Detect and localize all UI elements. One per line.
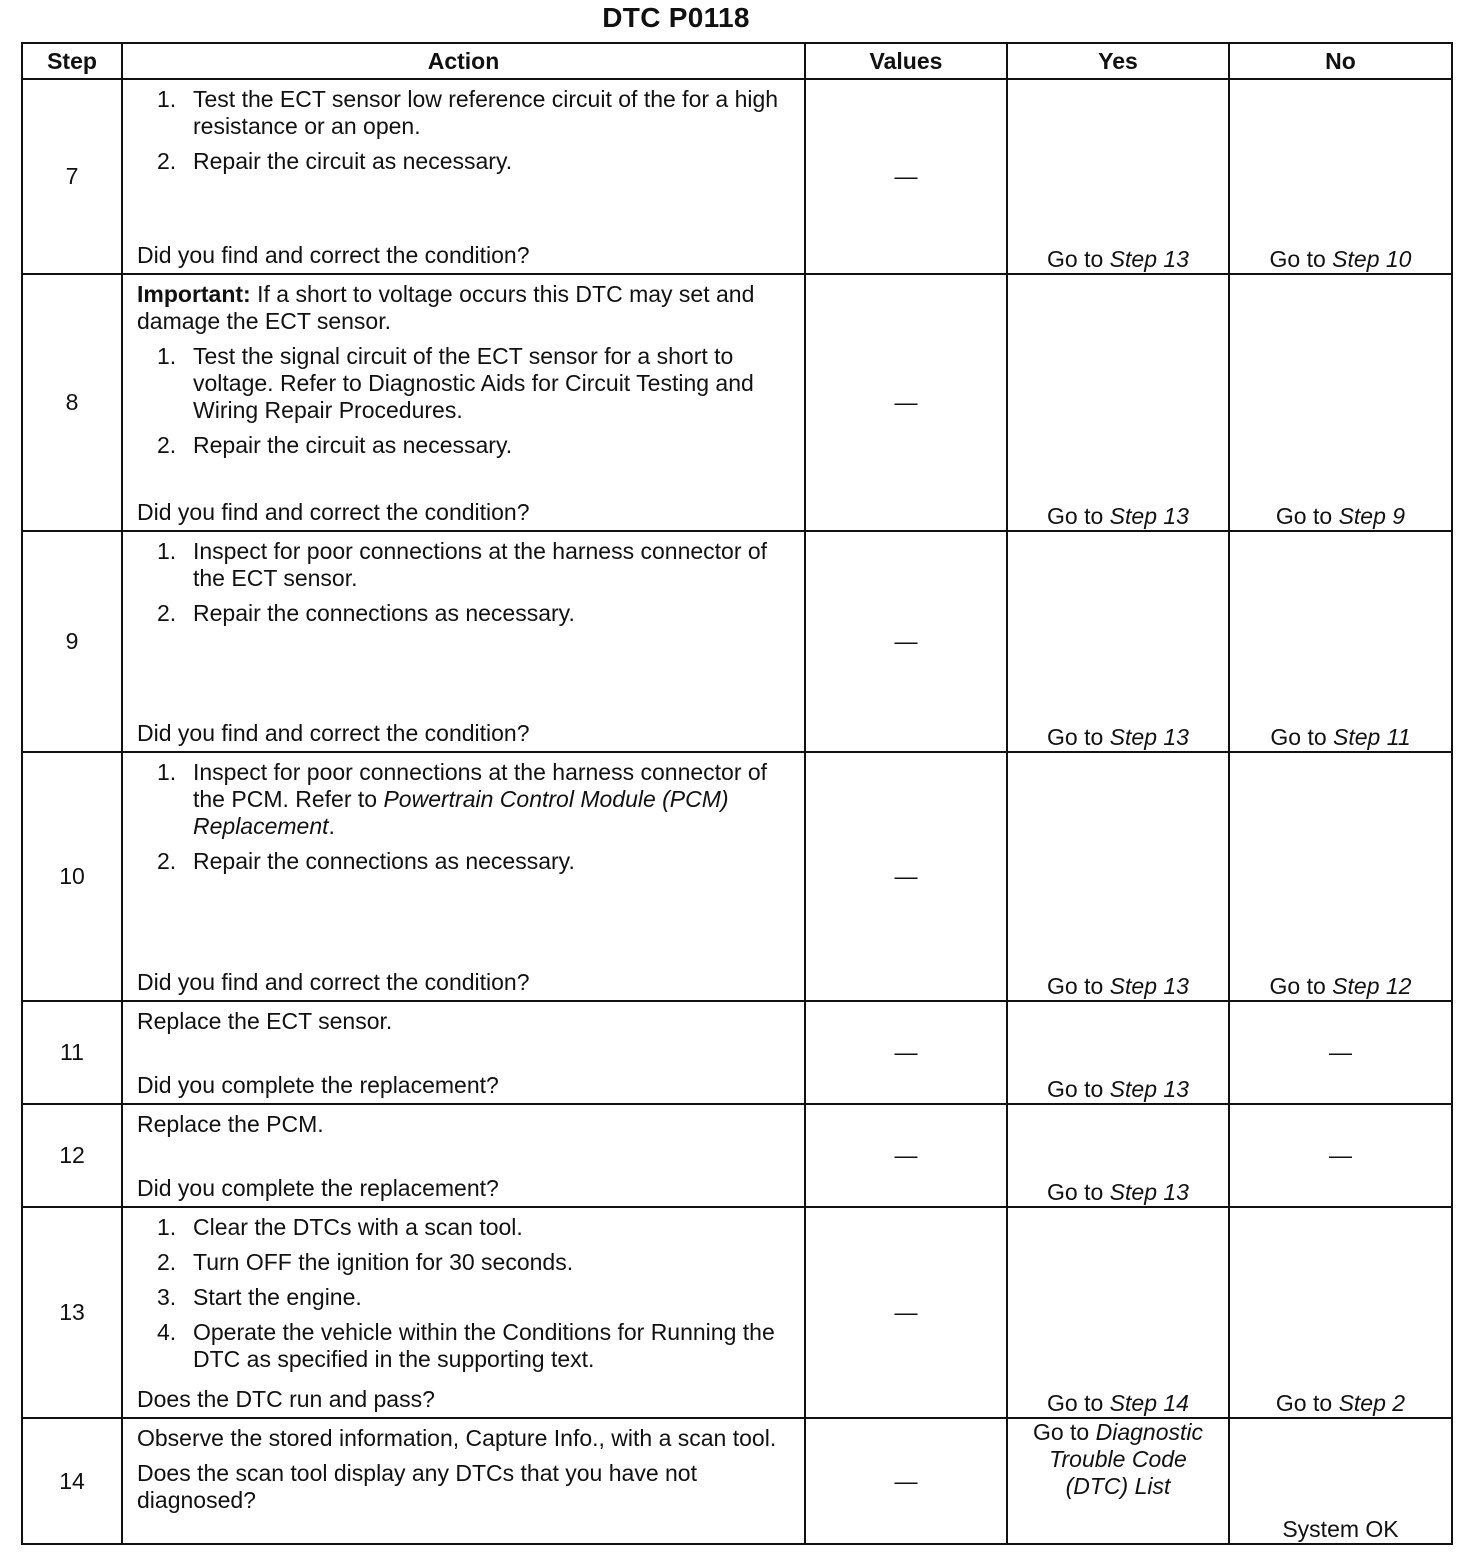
no-cell[interactable]: Go to Step 2 <box>1229 1207 1452 1418</box>
action-cell <box>122 531 805 752</box>
values-cell: — <box>805 274 1007 531</box>
yes-cell[interactable]: Go to Step 13 <box>1007 1001 1229 1104</box>
column-header-values: Values <box>805 43 1007 79</box>
action-cell <box>122 1418 805 1544</box>
list-item: 3. Start the engine. <box>157 1284 362 1310</box>
table-row <box>22 1207 1452 1418</box>
step-number: 10 <box>22 752 122 1001</box>
yes-cell[interactable]: Go to Diagnostic Trouble Code (DTC) List <box>1007 1418 1229 1544</box>
list-item: 4. Operate the vehicle within the Conditions for Running the DTC as specified in the supporting text. <box>157 1319 775 1372</box>
step-number: 8 <box>22 274 122 531</box>
column-header-step: Step <box>22 43 122 79</box>
values-cell: — <box>805 531 1007 752</box>
table-row <box>22 79 1452 274</box>
values-cell: — <box>805 79 1007 274</box>
question-text: Does the DTC run and pass? <box>137 1386 435 1412</box>
table-row <box>22 274 1452 531</box>
dtc-list-link[interactable]: Diagnostic Trouble Code (DTC) List <box>1049 1419 1204 1499</box>
list-item: 1. Inspect for poor connections at the harness connector of the ECT sensor. <box>157 538 768 591</box>
no-cell: System OK <box>1229 1418 1452 1544</box>
list-item: 2. Turn OFF the ignition for 30 seconds. <box>157 1249 574 1275</box>
diagnostic-table <box>21 42 1453 1545</box>
no-cell: — <box>1229 1104 1452 1207</box>
list-item: 2. Repair the circuit as necessary. <box>157 148 513 174</box>
action-cell <box>122 752 805 1001</box>
step-number: 13 <box>22 1207 122 1418</box>
yes-cell[interactable]: Go to Step 13 <box>1007 274 1229 531</box>
action-cell <box>122 79 805 274</box>
step-number: 12 <box>22 1104 122 1207</box>
question-text: Does the scan tool display any DTCs that you have not diagnosed? <box>137 1460 697 1513</box>
action-text: Replace the PCM. <box>137 1111 324 1137</box>
list-item: 2. Repair the connections as necessary. <box>157 848 575 874</box>
question-text: Did you find and correct the condition? <box>137 499 530 525</box>
values-cell: — <box>805 1418 1007 1544</box>
values-cell: — <box>805 1001 1007 1104</box>
action-text: Observe the stored information, Capture Info., with a scan tool. <box>137 1425 777 1451</box>
step-number: 14 <box>22 1418 122 1544</box>
table-row <box>22 1001 1452 1104</box>
question-text: Did you complete the replacement? <box>137 1072 499 1098</box>
no-cell: — <box>1229 1001 1452 1104</box>
no-cell[interactable]: Go to Step 10 <box>1229 79 1452 274</box>
action-cell <box>122 1207 805 1418</box>
column-header-yes: Yes <box>1007 43 1229 79</box>
list-item: 1. Test the signal circuit of the ECT sensor for a short to voltage. Refer to Diagnostic Aids for Circuit Testing and Wiring Repair Procedures. <box>157 343 754 423</box>
yes-cell[interactable]: Go to Step 13 <box>1007 531 1229 752</box>
values-cell: — <box>805 1207 1007 1418</box>
action-cell <box>122 1001 805 1104</box>
page-title: DTC P0118 <box>602 2 750 33</box>
list-item: 2. Repair the circuit as necessary. <box>157 432 513 458</box>
important-note: Important: If a short to voltage occurs this DTC may set and damage the ECT sensor. <box>137 281 755 334</box>
yes-cell[interactable]: Go to Step 13 <box>1007 1104 1229 1207</box>
table-row <box>22 1418 1452 1544</box>
no-cell[interactable]: Go to Step 11 <box>1229 531 1452 752</box>
question-text: Did you complete the replacement? <box>137 1175 499 1201</box>
table-row <box>22 1104 1452 1207</box>
question-text: Did you find and correct the condition? <box>137 720 530 746</box>
pcm-replacement-link[interactable]: Powertrain Control Module (PCM) Replacement <box>193 786 729 839</box>
action-cell <box>122 274 805 531</box>
yes-cell[interactable]: Go to Step 14 <box>1007 1207 1229 1418</box>
column-header-no: No <box>1229 43 1452 79</box>
list-item: 1. Clear the DTCs with a scan tool. <box>157 1214 523 1240</box>
list-item: 1. Test the ECT sensor low reference circuit of the for a high resistance or an open. <box>157 86 779 139</box>
table-header-row <box>22 43 1452 79</box>
yes-cell[interactable]: Go to Step 13 <box>1007 752 1229 1001</box>
step-number: 11 <box>22 1001 122 1104</box>
step-number: 7 <box>22 79 122 274</box>
question-text: Did you find and correct the condition? <box>137 242 530 268</box>
action-cell <box>122 1104 805 1207</box>
list-item: 2. Repair the connections as necessary. <box>157 600 575 626</box>
action-text: Replace the ECT sensor. <box>137 1008 393 1034</box>
values-cell: — <box>805 752 1007 1001</box>
question-text: Did you find and correct the condition? <box>137 969 530 995</box>
no-cell[interactable]: Go to Step 12 <box>1229 752 1452 1001</box>
column-header-action: Action <box>122 43 805 79</box>
step-number: 9 <box>22 531 122 752</box>
yes-cell[interactable]: Go to Step 13 <box>1007 79 1229 274</box>
table-row <box>22 752 1452 1001</box>
table-row <box>22 531 1452 752</box>
list-item: 1. Inspect for poor connections at the harness connector of the PCM. Refer to Powertrain Control Module (PCM) Replacement. <box>157 759 768 839</box>
values-cell: — <box>805 1104 1007 1207</box>
no-cell[interactable]: Go to Step 9 <box>1229 274 1452 531</box>
